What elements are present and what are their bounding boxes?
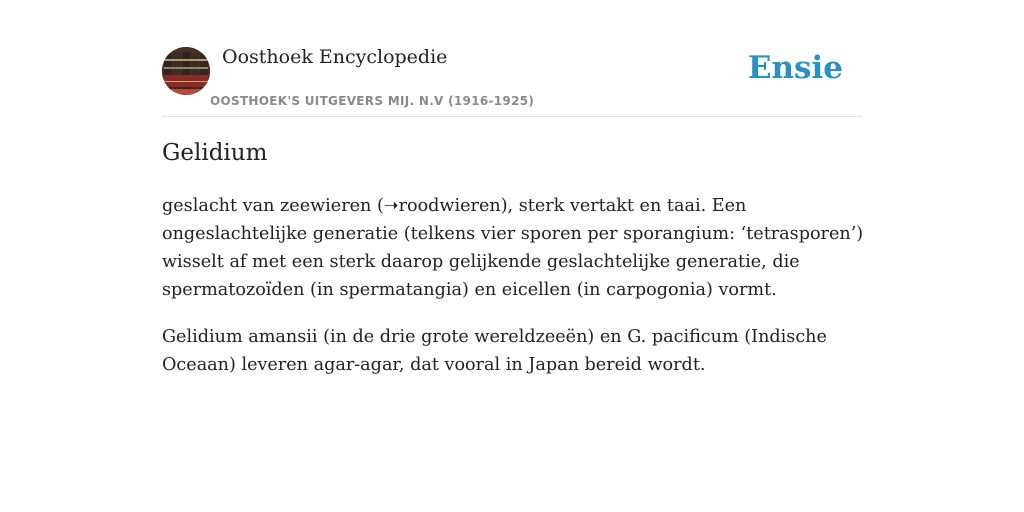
source-title[interactable]: Oosthoek Encyclopedie bbox=[222, 46, 448, 68]
encyclopedia-books-icon bbox=[162, 47, 210, 95]
source-header bbox=[162, 40, 862, 117]
roodwieren-link-label: roodwieren bbox=[398, 196, 501, 216]
roodwieren-link[interactable] bbox=[384, 196, 501, 216]
article-body bbox=[162, 192, 867, 398]
source-subtitle: OOSTHOEK'S UITGEVERS MIJ. N.V (1916-1925) bbox=[210, 94, 535, 108]
ensie-logo[interactable]: Ensie bbox=[747, 50, 843, 86]
source-avatar[interactable] bbox=[162, 47, 210, 95]
paragraph-1-text-after: ), sterk vertakt en taai. Een ongeslachtelijke generatie (telkens vier sporen per sporangium: ‘tetrasporen’) wisselt af met een sterk daarop gelijkende geslachtelijke generatie, die spermatozoïden (in spermatangia) en eicellen (in carpogonia) vormt. bbox=[162, 196, 864, 300]
article-paragraph-2: Gelidium amansii (in de drie grote wereldzeeën) en G. pacificum (Indische Oceaan) leveren agar-agar, dat vooral in Japan bereid wordt. bbox=[162, 327, 827, 375]
article-title: Gelidium bbox=[162, 140, 268, 166]
article-paragraph-1 bbox=[162, 192, 867, 304]
link-arrow-icon: ➝ bbox=[383, 196, 399, 216]
paragraph-1-text-before: geslacht van zeewieren ( bbox=[162, 196, 384, 216]
